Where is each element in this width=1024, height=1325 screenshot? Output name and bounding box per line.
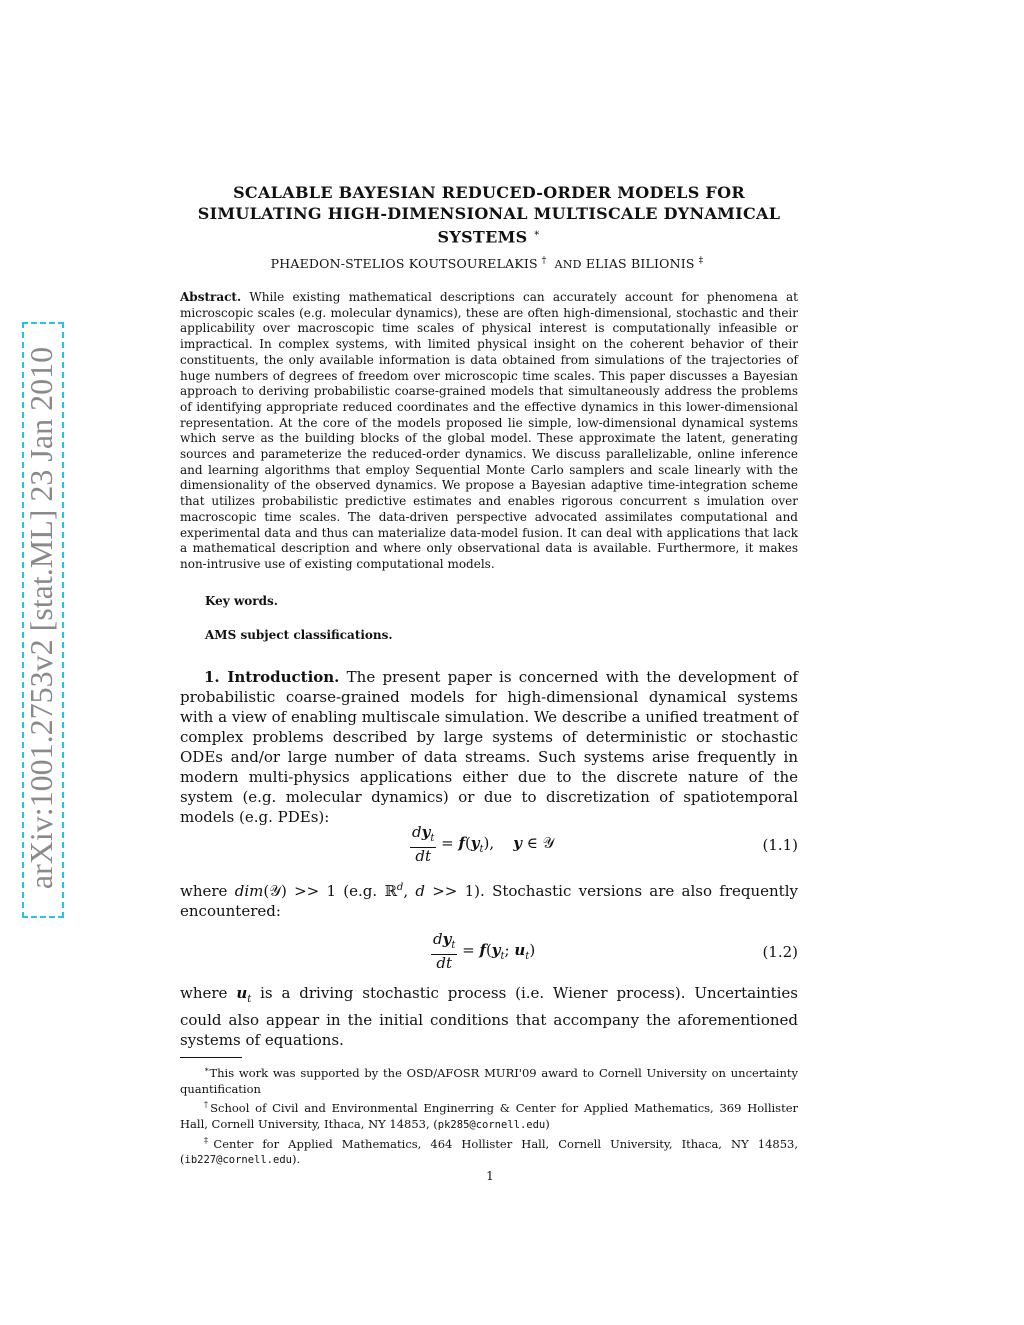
author-list: [160, 256, 818, 271]
footnote-3-end: ).: [291, 1152, 301, 1167]
eq2-arg-y: y: [491, 941, 501, 959]
eq1-close: ),: [483, 834, 495, 852]
eq2-equals: =: [462, 941, 480, 959]
para2-real-set: ℝ: [384, 882, 397, 900]
eq1-num-sub: t: [430, 833, 435, 844]
eq2-rhs: = $f(y_t$; $u_t$): [462, 941, 536, 962]
eq2-denominator: dt: [436, 954, 452, 972]
intro-paragraph: [180, 667, 798, 827]
page-number: 1: [486, 1169, 494, 1183]
title-line-3-text: SYSTEMS: [437, 227, 528, 247]
eq1-f: f: [458, 834, 465, 852]
title-footnote-mark: ∗: [533, 228, 541, 239]
title-line-3: [160, 224, 818, 248]
para2-gg1: >> 1 (e.g.: [286, 882, 385, 900]
eq2-close: ): [529, 941, 536, 959]
paragraph-stochastic: [180, 983, 798, 1050]
para2-d: d: [415, 882, 425, 900]
eq1-denominator: dt: [415, 847, 431, 865]
para2-where: where: [180, 882, 228, 900]
abstract-text: While existing mathematical descriptions can accurately account for phenomena at microscopic scales (e.g. molecular dynamics), these are often high-dimensional, stochastic and their applicability over macroscopic time scales of physical interest is computationally infeasible or impractical. In complex systems, with limited physical insight on the coherent behavior of their constituents, the only available information is data obtained from simulations of the trajectories of huge numbers of degrees of freedom over microscopic time scales. This paper discusses a Bayesian approach to deriving probabilistic coarse-grained models that simultaneously address the problems of identifying appropriate reduced coordinates and the effective dynamics in this lower-dimensional representation. At the core of the models proposed lie simple, low-dimensional dynamical systems which serve as the building blocks of the global model. These approximate the latent, generating sources and parameterize the reduced-order dynamics. We discuss parallelizable, online inference and learning algorithms that employ Sequential Monte Carlo samplers and scale linearly with the dimensionality of the observed dynamics. We propose a Bayesian adaptive time-integration scheme that utilizes probabilistic predictive estimates and enables rigorous concurrent s imulation over macroscopic time scales. The data-driven perspective advocated assimilates computational and experimental data and thus can materialize data-model fusion. It can deal with applications that lack a mathematical description and where only observational data is available. Furthermore, it makes non-intrusive use of existing computational models.: [180, 290, 798, 571]
section-heading: 1. Introduction.: [204, 668, 340, 686]
eq1-set-y: y: [513, 834, 522, 852]
eq1-equals: =: [441, 834, 459, 852]
intro-text: The present paper is concerned with the development of probabilistic coarse-grained models for high-dimensional dynamical systems with a view of enabling multiscale simulation. We describe a unified treatment of complex problems described by large systems of deterministic or stochastic ODEs and/or large number of data streams. Such systems arise frequently in modern multi-physics applications either due to the discrete nature of the system (e.g. molecular dynamics) or due to discretization of spatiotemporal models (e.g. PDEs):: [180, 668, 798, 826]
eq1-arg-y: y: [470, 834, 480, 852]
keywords: [205, 594, 278, 608]
equation-number-1-1: (1.1): [762, 836, 798, 854]
eq2-u: u: [514, 941, 526, 959]
equation-1-1: [180, 824, 798, 864]
author-conjunction: AND: [554, 258, 582, 272]
footnote-1-mark: ∗: [204, 1065, 210, 1074]
abstract: [180, 290, 798, 573]
eq1-in: ∈: [521, 834, 543, 852]
equation-1-2-fraction: [431, 931, 457, 972]
para3-text: is a driving stochastic process (i.e. Wiener process). Uncertainties could also appear in the initial conditions that accompany the aforementioned systems of equations.: [180, 984, 798, 1049]
eq2-f: f: [479, 941, 486, 959]
author-2-mark: ‡: [698, 256, 704, 266]
equation-1-1-fraction: [410, 824, 436, 865]
footnote-2-end: ): [545, 1116, 550, 1131]
eq1-set: 𝒴: [542, 834, 555, 852]
footnote-3: [180, 1133, 798, 1169]
para3-u-sub: t: [247, 994, 252, 1005]
footnote-3-text: Center for Applied Mathematics, 464 Hollister Hall, Cornell University, Ithaca, NY 14853, (: [180, 1136, 798, 1167]
footnote-rule: [180, 1057, 242, 1058]
para2-dim: dim: [234, 882, 264, 900]
arxiv-identifier: arXiv:1001.2753v2 [stat.ML] 23 Jan 2010: [23, 346, 59, 890]
footnote-1: [180, 1062, 798, 1097]
eq1-num-y: y: [421, 823, 431, 841]
author-2: ELIAS BILIONIS: [585, 256, 695, 272]
equation-1-1-body: [410, 824, 554, 865]
arxiv-stamp: [22, 322, 64, 918]
eq2-num-y: y: [442, 930, 452, 948]
author-1: PHAEDON-STELIOS KOUTSOURELAKIS: [270, 256, 538, 272]
footnote-2: [180, 1097, 798, 1133]
footnote-3-email[interactable]: ib227@cornell.edu: [184, 1154, 292, 1167]
eq2-u-sub: t: [525, 951, 530, 962]
eq2-semicolon: ;: [504, 941, 515, 959]
eq1-rhs: = $f(y_t)$, y ∈ 𝒴: [441, 834, 555, 855]
para3-where: where: [180, 984, 228, 1002]
paper-title: [160, 183, 818, 248]
para2-open: (𝒴): [263, 882, 287, 900]
eq2-num-sub: t: [451, 940, 456, 951]
footnote-1-text: This work was supported by the OSD/AFOSR MURI'09 award to Cornell University on uncertainty quantification: [180, 1065, 798, 1096]
eq1-numerator: [410, 824, 436, 848]
author-1-mark: †: [541, 256, 547, 266]
footnote-2-email[interactable]: pk285@cornell.edu: [437, 1118, 546, 1131]
para3-u: u: [236, 984, 248, 1002]
eq1-num-d: d: [412, 823, 422, 841]
paragraph-dimension: [180, 878, 798, 921]
footnote-3-mark: ‡: [204, 1135, 214, 1145]
para2-text: >> 1). Stochastic versions are also frequently encountered:: [180, 882, 798, 920]
footnote-2-text: School of Civil and Environmental Enginerring & Center for Applied Mathematics, 369 Hollister Hall, Cornell University, Ithaca, NY 14853, (: [180, 1100, 799, 1131]
title-line-1: SCALABLE BAYESIAN REDUCED-ORDER MODELS FOR: [233, 183, 745, 202]
abstract-label: Abstract.: [180, 290, 242, 304]
keywords-label: Key words.: [205, 594, 278, 608]
eq1-arg-sub: t: [479, 844, 484, 855]
introduction-section: [180, 667, 798, 827]
para2-comma: ,: [403, 882, 416, 900]
title-line-2: SIMULATING HIGH-DIMENSIONAL MULTISCALE DYNAMICAL: [197, 203, 781, 223]
ams-label: AMS subject classifications.: [205, 628, 393, 642]
equation-1-2: [180, 931, 798, 971]
footnote-2-mark: †: [204, 1099, 211, 1109]
para2-d-sup: d: [396, 882, 404, 893]
equation-1-2-body: [431, 931, 535, 972]
eq2-num-d: d: [433, 930, 443, 948]
equation-number-1-2: (1.2): [762, 943, 798, 961]
eq2-arg-y-sub: t: [500, 951, 505, 962]
footnotes: [180, 1062, 798, 1168]
eq2-numerator: [431, 931, 457, 955]
ams-classifications: [205, 628, 393, 642]
